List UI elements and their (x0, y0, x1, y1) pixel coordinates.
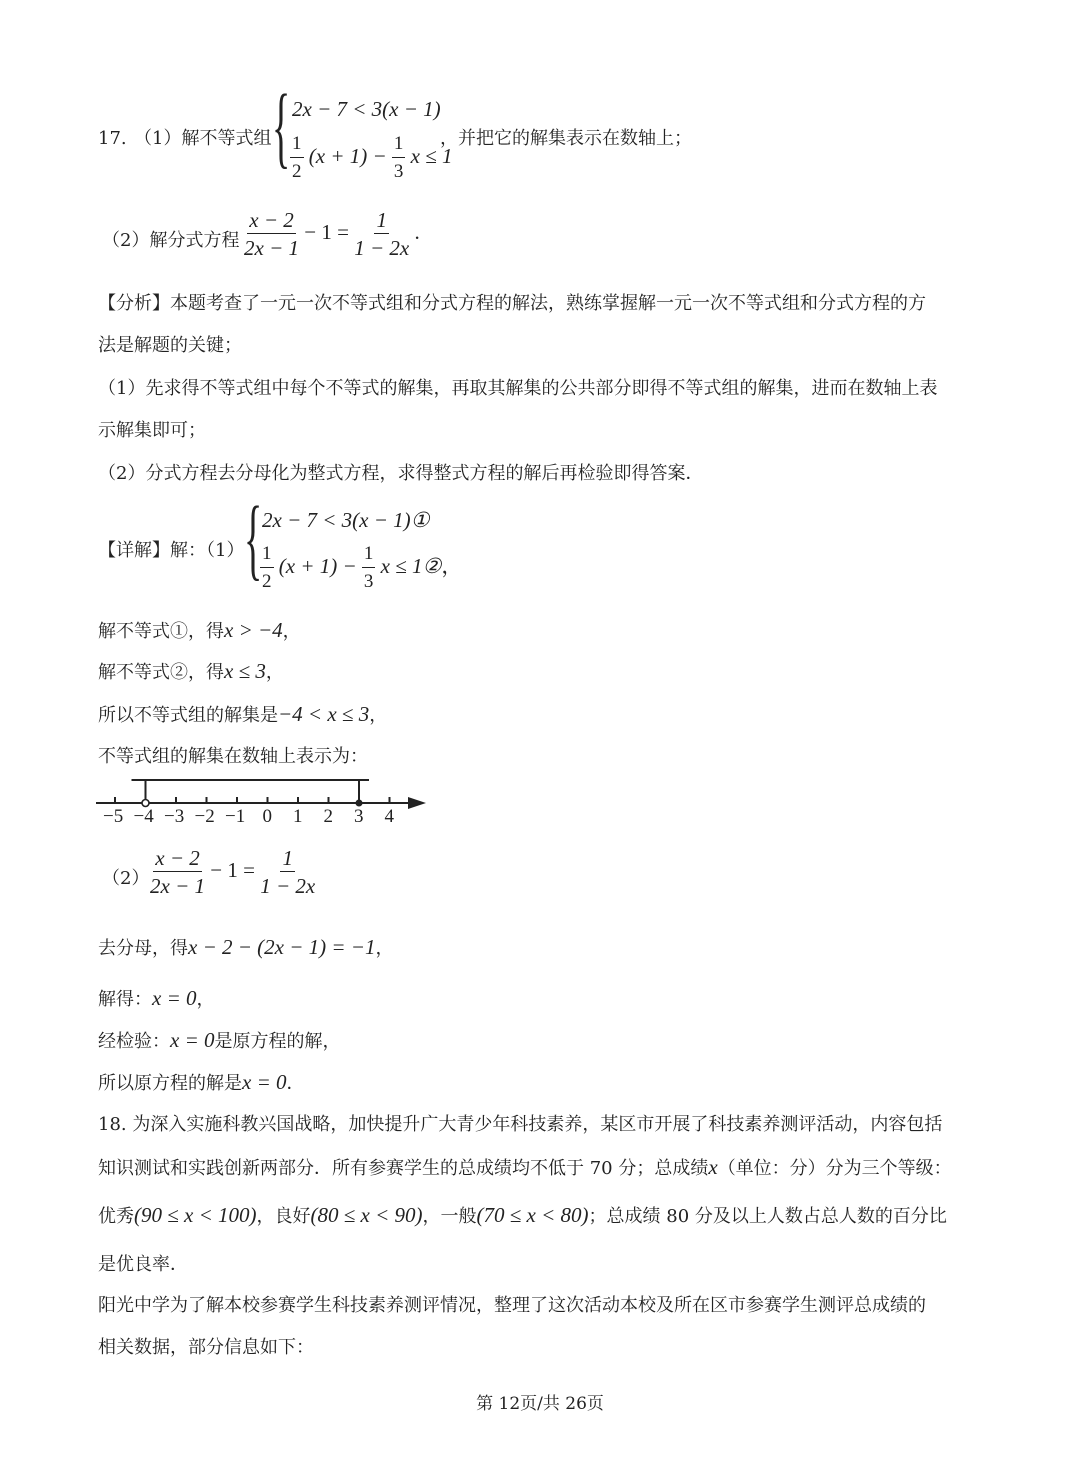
page-footer: 第 12页/共 26页 (476, 1394, 604, 1414)
detail2-step3: 经检验：x = 0是原方程的解， (98, 1028, 341, 1052)
q18-line6: 相关数据，部分信息如下： (98, 1337, 314, 1358)
analysis-line4: 示解集即可； (98, 420, 206, 441)
q17-system-line1: 2x − 7 < 3(x − 1) (292, 97, 441, 121)
detail2-step2: 解得：x = 0， (98, 986, 215, 1010)
q17-part1-suffix: ，并把它的解集表示在数轴上； (440, 128, 692, 149)
q18-line4: 是优良率． (98, 1254, 188, 1275)
q17-part2-label: （2）解分式方程 (102, 230, 240, 251)
number-line-labels (96, 806, 436, 832)
q17-system-line2: $\frac{1}{2}$ (x + 1) − $\frac{1}{3}$ x ≤ 1 (292, 133, 453, 182)
number-line-tick-label: −3 (164, 806, 185, 827)
analysis-line2: 法是解题的关键； (98, 335, 242, 356)
detail2-step1: 去分母，得x − 2 − (2x − 1) = −1， (98, 935, 394, 959)
detail-system-line1: 2x − 7 < 3(x − 1)① (262, 508, 430, 532)
q17-fraction-equation: $\frac{x - 2}{2x - 1}$ − 1 = $\frac{1}{1 - 2x}$ . (244, 208, 420, 260)
detail2-label: （2） (102, 868, 150, 889)
left-brace: { (272, 77, 291, 179)
analysis-line5: （2）分式方程去分母化为整式方程，求得整式方程的解后再检验即得答案． (98, 463, 704, 484)
detail2-equation: $\frac{x - 2}{2x - 1}$ − 1 = $\frac{1}{1 - 2x}$ (150, 846, 316, 898)
q17-part1-label: （1）解不等式组 (134, 128, 272, 149)
number-line-tick-label: 1 (293, 806, 303, 827)
number-line-tick-label: 4 (384, 806, 394, 827)
left-brace: { (244, 489, 263, 591)
q18-line1: 18. 为深入实施科教兴国战略，加快提升广大青少年科技素养，某区市开展了科技素养测评活动，内容包括 (98, 1114, 943, 1135)
number-line-tick-label: −1 (225, 806, 246, 827)
detail-step1: 解不等式①，得x > −4， (98, 618, 301, 642)
q18-line5: 阳光中学为了解本校参赛学生科技素养测评情况，整理了这次活动本校及所在区市参赛学生测评总成绩的 (98, 1295, 926, 1316)
number-line-tick-label: −5 (103, 806, 124, 827)
detail-step2: 解不等式②，得x ≤ 3， (98, 659, 284, 683)
detail-label: 【详解】解：（1） (98, 540, 245, 561)
number-line-tick-label: 3 (354, 806, 364, 827)
q18-line3: 优秀(90 ≤ x < 100)，良好(80 ≤ x < 90)，一般(70 ≤ x < 80)；总成绩 80 分及以上人数占总人数的百分比 (98, 1203, 947, 1227)
q18-line2: 知识测试和实践创新两部分．所有参赛学生的总成绩均不低于 70 分；总成绩x（单位：分）分为三个等级： (98, 1155, 952, 1179)
q17-number: 17. (98, 128, 127, 149)
detail2-step4: 所以原方程的解是x = 0． (98, 1070, 305, 1094)
number-line-tick-label: 0 (262, 806, 272, 827)
analysis-line1: 【分析】本题考查了一元一次不等式组和分式方程的解法，熟练掌握解一元一次不等式组和分式方程的方 (98, 293, 926, 314)
number-line-tick-label: −2 (194, 806, 215, 827)
analysis-line3: （1）先求得不等式组中每个不等式的解集，再取其解集的公共部分即得不等式组的解集，进而在数轴上表 (98, 378, 938, 399)
detail-step4: 不等式组的解集在数轴上表示为： (98, 746, 368, 767)
number-line-tick-label: 2 (323, 806, 333, 827)
detail-step3: 所以不等式组的解集是−4 < x ≤ 3， (98, 702, 388, 726)
detail-system-line2: $\frac{1}{2}$ (x + 1) − $\frac{1}{3}$ x ≤ 1②， (262, 543, 463, 592)
number-line-tick-label: −4 (133, 806, 154, 827)
